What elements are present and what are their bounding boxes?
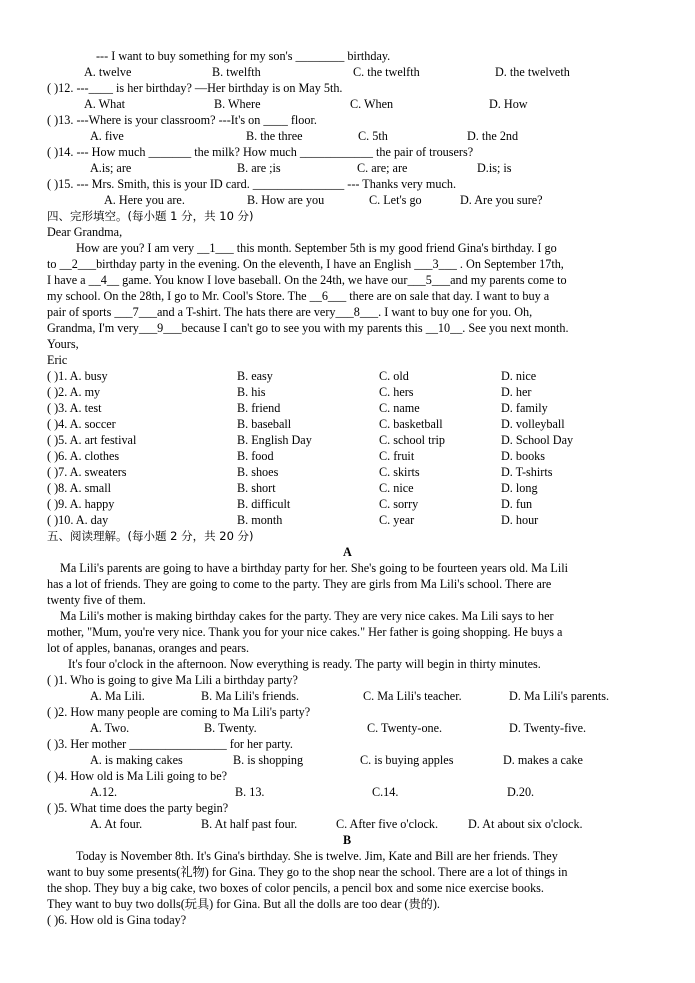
- reading-a-option-a: A. is making cakes: [90, 753, 183, 767]
- q14-option-b: B. are ;is: [237, 161, 281, 175]
- cloze-option-c: C. hers: [379, 385, 414, 399]
- cloze-option-b: B. food: [237, 449, 274, 463]
- reading-a-question: ( )4. How old is Ma Lili going to be?: [47, 769, 228, 783]
- cloze-option-c: C. skirts: [379, 465, 420, 479]
- q14-option-c: C. are; are: [357, 161, 408, 175]
- cloze-item: ( )7. A. sweaters: [47, 465, 127, 479]
- cloze-option-c: C. school trip: [379, 433, 446, 447]
- section5-title: 五、阅读理解。(每小题 2 分，共 20 分): [47, 529, 254, 543]
- passage-b-line-3: the shop. They buy a big cake, two boxes of color pencils, a pencil box and some nice exercise books.: [47, 881, 544, 895]
- q12-option-d: D. How: [489, 97, 528, 111]
- q13-option-b: B. the three: [246, 129, 303, 143]
- cloze-option-c: C. year: [379, 513, 415, 527]
- reading-a-option-c: C. is buying apples: [360, 753, 454, 767]
- letter-line-5: pair of sports ___7___and a T-shirt. The hats there are very___8___. I want to buy one for you. Oh,: [47, 305, 533, 319]
- reading-a-option-b: B. Ma Lili's friends.: [201, 689, 299, 703]
- passage-b-label: B: [343, 833, 352, 847]
- cloze-option-c: C. fruit: [379, 449, 415, 463]
- cloze-option-b: B. his: [237, 385, 266, 399]
- reading-a-option-b: B. 13.: [235, 785, 265, 799]
- cloze-option-d: D. volleyball: [501, 417, 565, 431]
- reading-a-option-d: D. Ma Lili's parents.: [509, 689, 610, 703]
- cloze-option-b: B. month: [237, 513, 283, 527]
- letter-closing: Yours,: [47, 337, 79, 351]
- cloze-option-d: D. family: [501, 401, 548, 415]
- q13-option-c: C. 5th: [358, 129, 388, 143]
- letter-greeting: Dear Grandma,: [47, 225, 123, 239]
- passage-a-line-6: lot of apples, bananas, oranges and pears.: [47, 641, 250, 655]
- reading-a-option-d: D. Twenty-five.: [509, 721, 587, 735]
- passage-a-line-7: It's four o'clock in the afternoon. Now everything is ready. The party will begin in thirty minutes.: [68, 657, 541, 671]
- passage-b-line-2: want to buy some presents(礼物) for Gina. They go to the shop near the school. There are a lot of things in: [47, 865, 568, 879]
- passage-a-line-3: twenty five of them.: [47, 593, 146, 607]
- cloze-option-b: B. short: [237, 481, 276, 495]
- q12-option-c: C. When: [350, 97, 394, 111]
- cloze-option-d: D. fun: [501, 497, 533, 511]
- q14-option-a: A.is; are: [90, 161, 132, 175]
- cloze-item: ( )1. A. busy: [47, 369, 108, 383]
- cloze-option-b: B. friend: [237, 401, 281, 415]
- cloze-item: ( )4. A. soccer: [47, 417, 116, 431]
- cloze-option-d: D. long: [501, 481, 538, 495]
- q15-option-a: A. Here you are.: [104, 193, 185, 207]
- cloze-option-c: C. name: [379, 401, 420, 415]
- reading-a-option-c: C.14.: [372, 785, 399, 799]
- reading-a-option-d: D.20.: [507, 785, 535, 799]
- q12-option-b: B. Where: [214, 97, 261, 111]
- passage-a-line-4: Ma Lili's mother is making birthday cakes for the party. They are very nice cakes. Ma Lili says to her: [60, 609, 554, 623]
- q15-option-d: D. Are you sure?: [460, 193, 543, 207]
- q11-option-a: A. twelve: [84, 65, 132, 79]
- q13-option-a: A. five: [90, 129, 124, 143]
- q11-stem: --- I want to buy something for my son's ________ birthday.: [96, 49, 391, 63]
- q14-stem: ( )14. --- How much _______ the milk? How much ____________ the pair of trousers?: [47, 145, 474, 159]
- letter-line-6: Grandma, I'm very___9___because I can't go to see you with my parents this __10__. See you next month.: [47, 321, 569, 335]
- reading-a-option-d: D. makes a cake: [503, 753, 583, 767]
- q13-option-d: D. the 2nd: [467, 129, 519, 143]
- cloze-option-d: D. books: [501, 449, 546, 463]
- passage-a-line-5: mother, "Mum, you're very nice. Thank you for your nice cakes." Her father is going shopping. He buys a: [47, 625, 563, 639]
- reading-a-option-b: B. At half past four.: [201, 817, 298, 831]
- reading-a-option-a: A. Ma Lili.: [90, 689, 145, 703]
- q13-stem: ( )13. ---Where is your classroom? ---It's on ____ floor.: [47, 113, 317, 127]
- q15-option-c: C. Let's go: [369, 193, 422, 207]
- q12-option-a: A. What: [84, 97, 126, 111]
- reading-a-question: ( )2. How many people are coming to Ma Lili's party?: [47, 705, 311, 719]
- reading-a-option-c: C. After five o'clock.: [336, 817, 439, 831]
- reading-a-question: ( )3. Her mother ________________ for her party.: [47, 737, 293, 751]
- q11-option-c: C. the twelfth: [353, 65, 420, 79]
- cloze-option-d: D. hour: [501, 513, 539, 527]
- q11-option-d: D. the twelveth: [495, 65, 570, 79]
- cloze-item: ( )3. A. test: [47, 401, 102, 415]
- letter-line-1: How are you? I am very __1___ this month. September 5th is my good friend Gina's birthday. I go: [76, 241, 557, 255]
- letter-line-2: to __2___birthday party in the evening. On the eleventh, I have an English ___3___ . On September 17th,: [47, 257, 564, 271]
- cloze-item: ( )9. A. happy: [47, 497, 115, 511]
- reading-a-option-b: B. is shopping: [233, 753, 304, 767]
- letter-line-4: my school. On the 28th, I go to Mr. Cool's Store. The __6___ there are on sale that day. I want to buy a: [47, 289, 550, 303]
- cloze-option-d: D. T-shirts: [501, 465, 553, 479]
- cloze-option-b: B. difficult: [237, 497, 291, 511]
- passage-a-line-2: has a lot of friends. They are going to come to the party. They are girls from Ma Lili's school. There are: [47, 577, 552, 591]
- section4-title: 四、完形填空。(每小题 1 分，共 10 分): [47, 209, 254, 223]
- q15-stem: ( )15. --- Mrs. Smith, this is your ID card. _______________ --- Thanks very much.: [47, 177, 457, 191]
- q15-option-b: B. How are you: [247, 193, 325, 207]
- cloze-option-d: D. School Day: [501, 433, 574, 447]
- reading-a-question: ( )5. What time does the party begin?: [47, 801, 229, 815]
- q12-stem: ( )12. ---____ is her birthday? —Her birthday is on May 5th.: [47, 81, 343, 95]
- cloze-option-b: B. English Day: [237, 433, 312, 447]
- reading-b-question-6: ( )6. How old is Gina today?: [47, 913, 187, 927]
- cloze-option-b: B. baseball: [237, 417, 292, 431]
- reading-a-option-a: A. Two.: [90, 721, 130, 735]
- reading-a-option-a: A. At four.: [90, 817, 143, 831]
- cloze-option-d: D. her: [501, 385, 532, 399]
- q14-option-d: D.is; is: [477, 161, 512, 175]
- reading-a-question: ( )1. Who is going to give Ma Lili a birthday party?: [47, 673, 298, 687]
- passage-a-label: A: [343, 545, 352, 559]
- cloze-option-c: C. sorry: [379, 497, 419, 511]
- cloze-item: ( )5. A. art festival: [47, 433, 137, 447]
- cloze-option-d: D. nice: [501, 369, 537, 383]
- cloze-option-b: B. shoes: [237, 465, 279, 479]
- cloze-item: ( )8. A. small: [47, 481, 111, 495]
- reading-a-option-c: C. Twenty-one.: [367, 721, 443, 735]
- passage-b-line-4: They want to buy two dolls(玩具) for Gina. But all the dolls are too dear (贵的).: [47, 897, 440, 911]
- cloze-option-c: C. nice: [379, 481, 414, 495]
- reading-a-option-c: C. Ma Lili's teacher.: [363, 689, 462, 703]
- cloze-item: ( )10. A. day: [47, 513, 109, 527]
- letter-signature: Eric: [47, 353, 68, 367]
- reading-a-option-b: B. Twenty.: [204, 721, 257, 735]
- letter-line-3: I have a __4__ game. You know I love baseball. On the 24th, we have our___5___and my parents come to: [47, 273, 567, 287]
- cloze-item: ( )6. A. clothes: [47, 449, 120, 463]
- cloze-option-c: C. basketball: [379, 417, 443, 431]
- cloze-item: ( )2. A. my: [47, 385, 101, 399]
- passage-b-line-1: Today is November 8th. It's Gina's birthday. She is twelve. Jim, Kate and Bill are her friends. They: [76, 849, 558, 863]
- q11-option-b: B. twelfth: [212, 65, 261, 79]
- cloze-option-b: B. easy: [237, 369, 273, 383]
- reading-a-option-a: A.12.: [90, 785, 118, 799]
- cloze-option-c: C. old: [379, 369, 409, 383]
- reading-a-option-d: D. At about six o'clock.: [468, 817, 583, 831]
- passage-a-line-1: Ma Lili's parents are going to have a birthday party for her. She's going to be fourteen years old. Ma Lili: [60, 561, 569, 575]
